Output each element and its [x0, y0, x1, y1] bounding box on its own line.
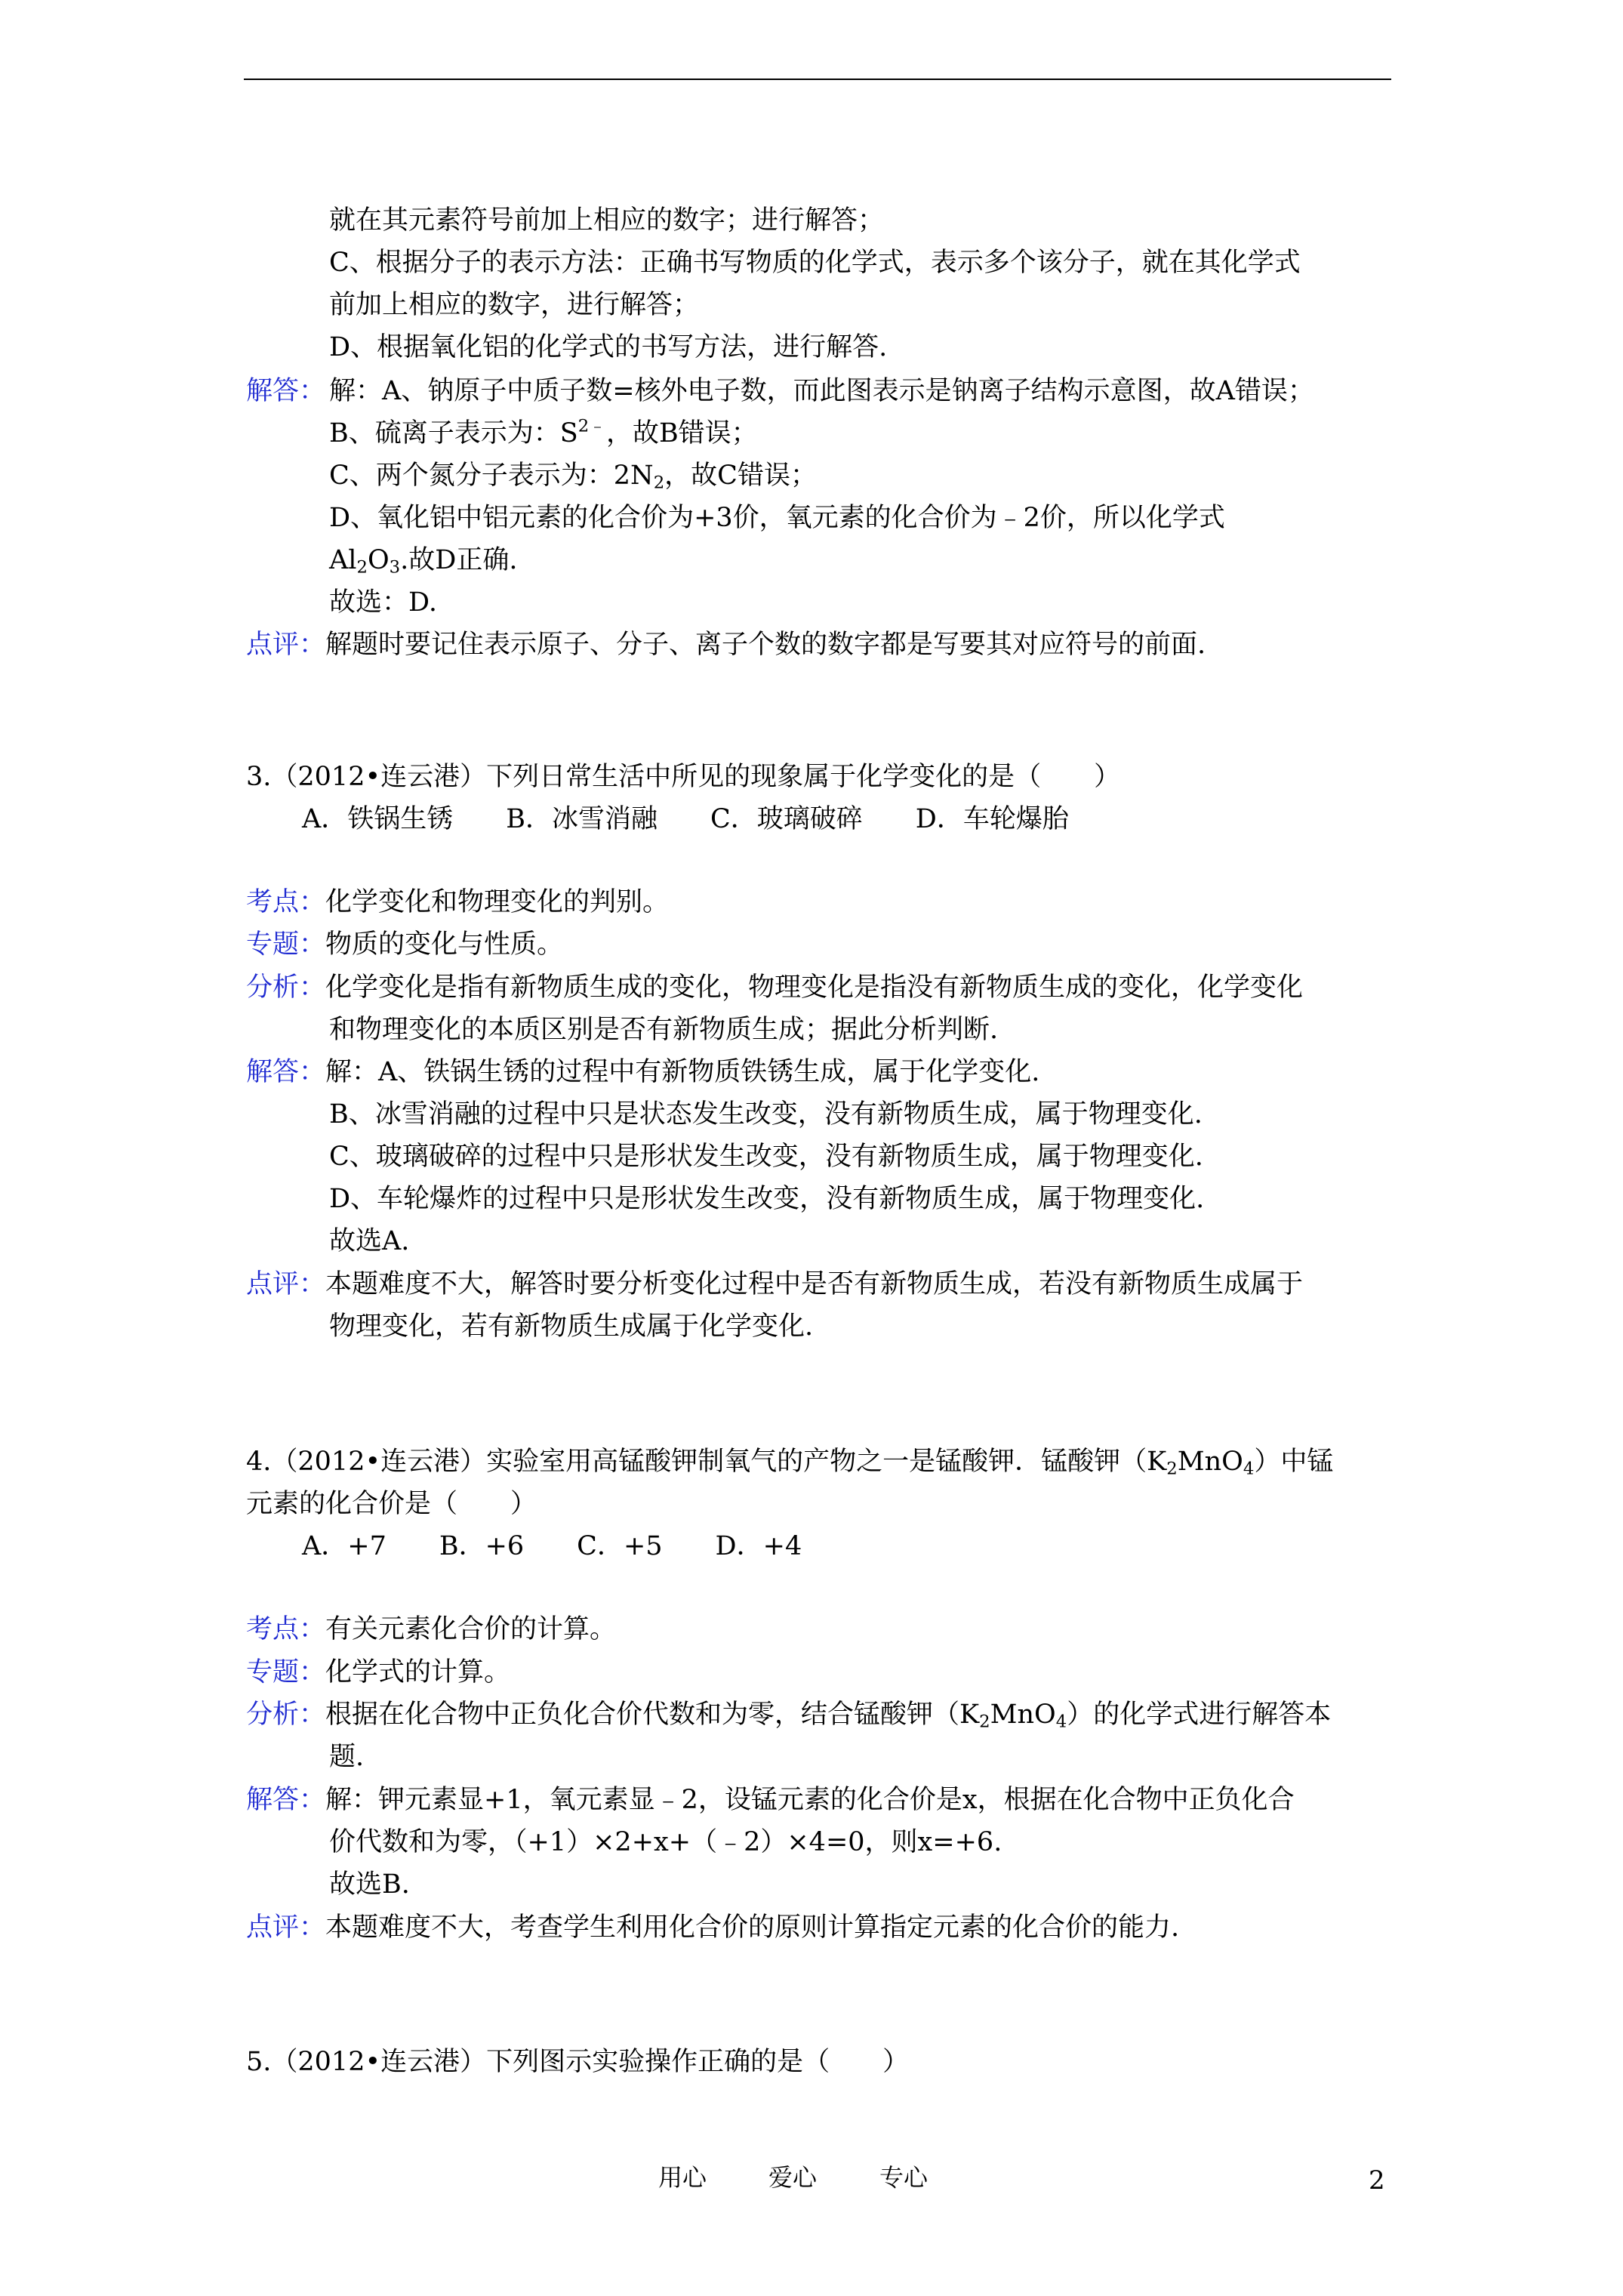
q3-answer-b: B、冰雪消融的过程中只是状态发生改变，没有新物质生成，属于物理变化.: [329, 1099, 1203, 1130]
q4-fenxi-1: 分析：根据在化合物中正负化合价代数和为零，结合锰酸钾$(K_2MnO_4)$的化学式进行解答本: [246, 1700, 1332, 1732]
q4-zhuanti: 专题：化学式的计算。: [246, 1657, 511, 1687]
q3-answer-c: C、玻璃破碎的过程中只是形状发生改变，没有新物质生成，属于物理变化.: [329, 1142, 1203, 1172]
q4-comment: 点评：本题难度不大，考查学生利用化合价的原则计算指定元素的化合价的能力.: [246, 1912, 1180, 1943]
q3-zhuanti: 专题：物质的变化与性质。: [246, 929, 564, 960]
q3-answer-choice: 故选A.: [329, 1226, 410, 1256]
q3-comment-1: 点评：本题难度不大，解答时要分析变化过程中是否有新物质生成，若没有新物质生成属于: [246, 1269, 1304, 1299]
q4-options: A．+7 B．+6 C．+5 D．+4: [302, 1531, 802, 1561]
q4-stem-1: 4.（2012•连云港）实验室用高锰酸钾制氧气的产物之一是锰酸钾．锰酸钾$(K_2MnO_4)$中锰: [246, 1447, 1334, 1479]
q3-fenxi-1: 分析：化学变化是指有新物质生成的变化，物理变化是指没有新物质生成的变化，化学变化: [246, 972, 1304, 1003]
q2-answer-c: C、两个氮分子表示为：$2N_2$，故C错误；: [329, 461, 817, 493]
q2-answer-choice: 故选：D.: [329, 587, 437, 618]
page-number: 2: [1369, 2165, 1385, 2196]
q2-answer-label: 解答：: [246, 376, 326, 406]
footer-right: 专心: [879, 2163, 929, 2192]
footer-middle: 爱心: [768, 2163, 818, 2192]
q3-answer-a: 解答：解：A、铁锅生锈的过程中有新物质铁锈生成，属于化学变化.: [246, 1057, 1040, 1087]
q3-fenxi-2: 和物理变化的本质区别是否有新物质生成；据此分析判断.: [329, 1015, 999, 1045]
q5-stem: 5.（2012•连云港）下列图示实验操作正确的是（ ）: [246, 2047, 910, 2077]
q2-answer-d-1: D、氧化铝中铝元素的化合价为+3价，氧元素的化合价为﹣2价，所以化学式: [329, 503, 1225, 533]
q4-fenxi-2: 题.: [329, 1742, 365, 1772]
q2-answer-b: B、硫离子表示为：$S^{2﹣}$，故B错误；: [329, 416, 758, 448]
q4-answer-2: 价代数和为零，（+1）×2+x+（﹣2）×4=0，则x=+6.: [329, 1827, 1002, 1857]
q3-options: A．铁锅生锈 B．冰雪消融 C．玻璃破碎 D．车轮爆胎: [302, 804, 1069, 834]
q2-analysis-c-2: 前加上相应的数字，进行解答；: [329, 290, 700, 320]
q2-analysis-b-cont: 就在其元素符号前加上相应的数字；进行解答；: [329, 205, 885, 236]
q4-answer-choice: 故选B.: [329, 1869, 410, 1900]
q2-analysis-d: D、根据氧化铝的化学式的书写方法，进行解答.: [329, 332, 888, 362]
q3-stem: 3.（2012•连云港）下列日常生活中所见的现象属于化学变化的是（ ）: [246, 762, 1121, 792]
q3-kaodian: 考点：化学变化和物理变化的判别。: [246, 887, 670, 917]
q3-answer-d: D、车轮爆炸的过程中只是形状发生改变，没有新物质生成，属于物理变化.: [329, 1184, 1205, 1214]
footer-left: 用心: [658, 2163, 707, 2192]
q4-stem-2: 元素的化合价是（ ）: [246, 1489, 537, 1519]
q3-comment-2: 物理变化，若有新物质生成属于化学变化.: [329, 1311, 814, 1342]
q2-analysis-c-1: C、根据分子的表示方法：正确书写物质的化学式，表示多个该分子，就在其化学式: [329, 248, 1301, 278]
q4-kaodian: 考点：有关元素化合价的计算。: [246, 1614, 617, 1644]
q2-answer-d-2: $Al_2O_3$.故D正确.: [329, 545, 518, 578]
q2-answer-a: 解：A、钠原子中质子数=核外电子数，而此图表示是钠离子结构示意图，故A错误；: [329, 376, 1314, 406]
header-rule: [244, 79, 1391, 80]
q2-comment: 点评：解题时要记住表示原子、分子、离子个数的数字都是写要其对应符号的前面.: [246, 630, 1206, 660]
q4-answer-1: 解答：解：钾元素显+1，氧元素显﹣2，设锰元素的化合价是x，根据在化合物中正负化合: [246, 1785, 1295, 1815]
